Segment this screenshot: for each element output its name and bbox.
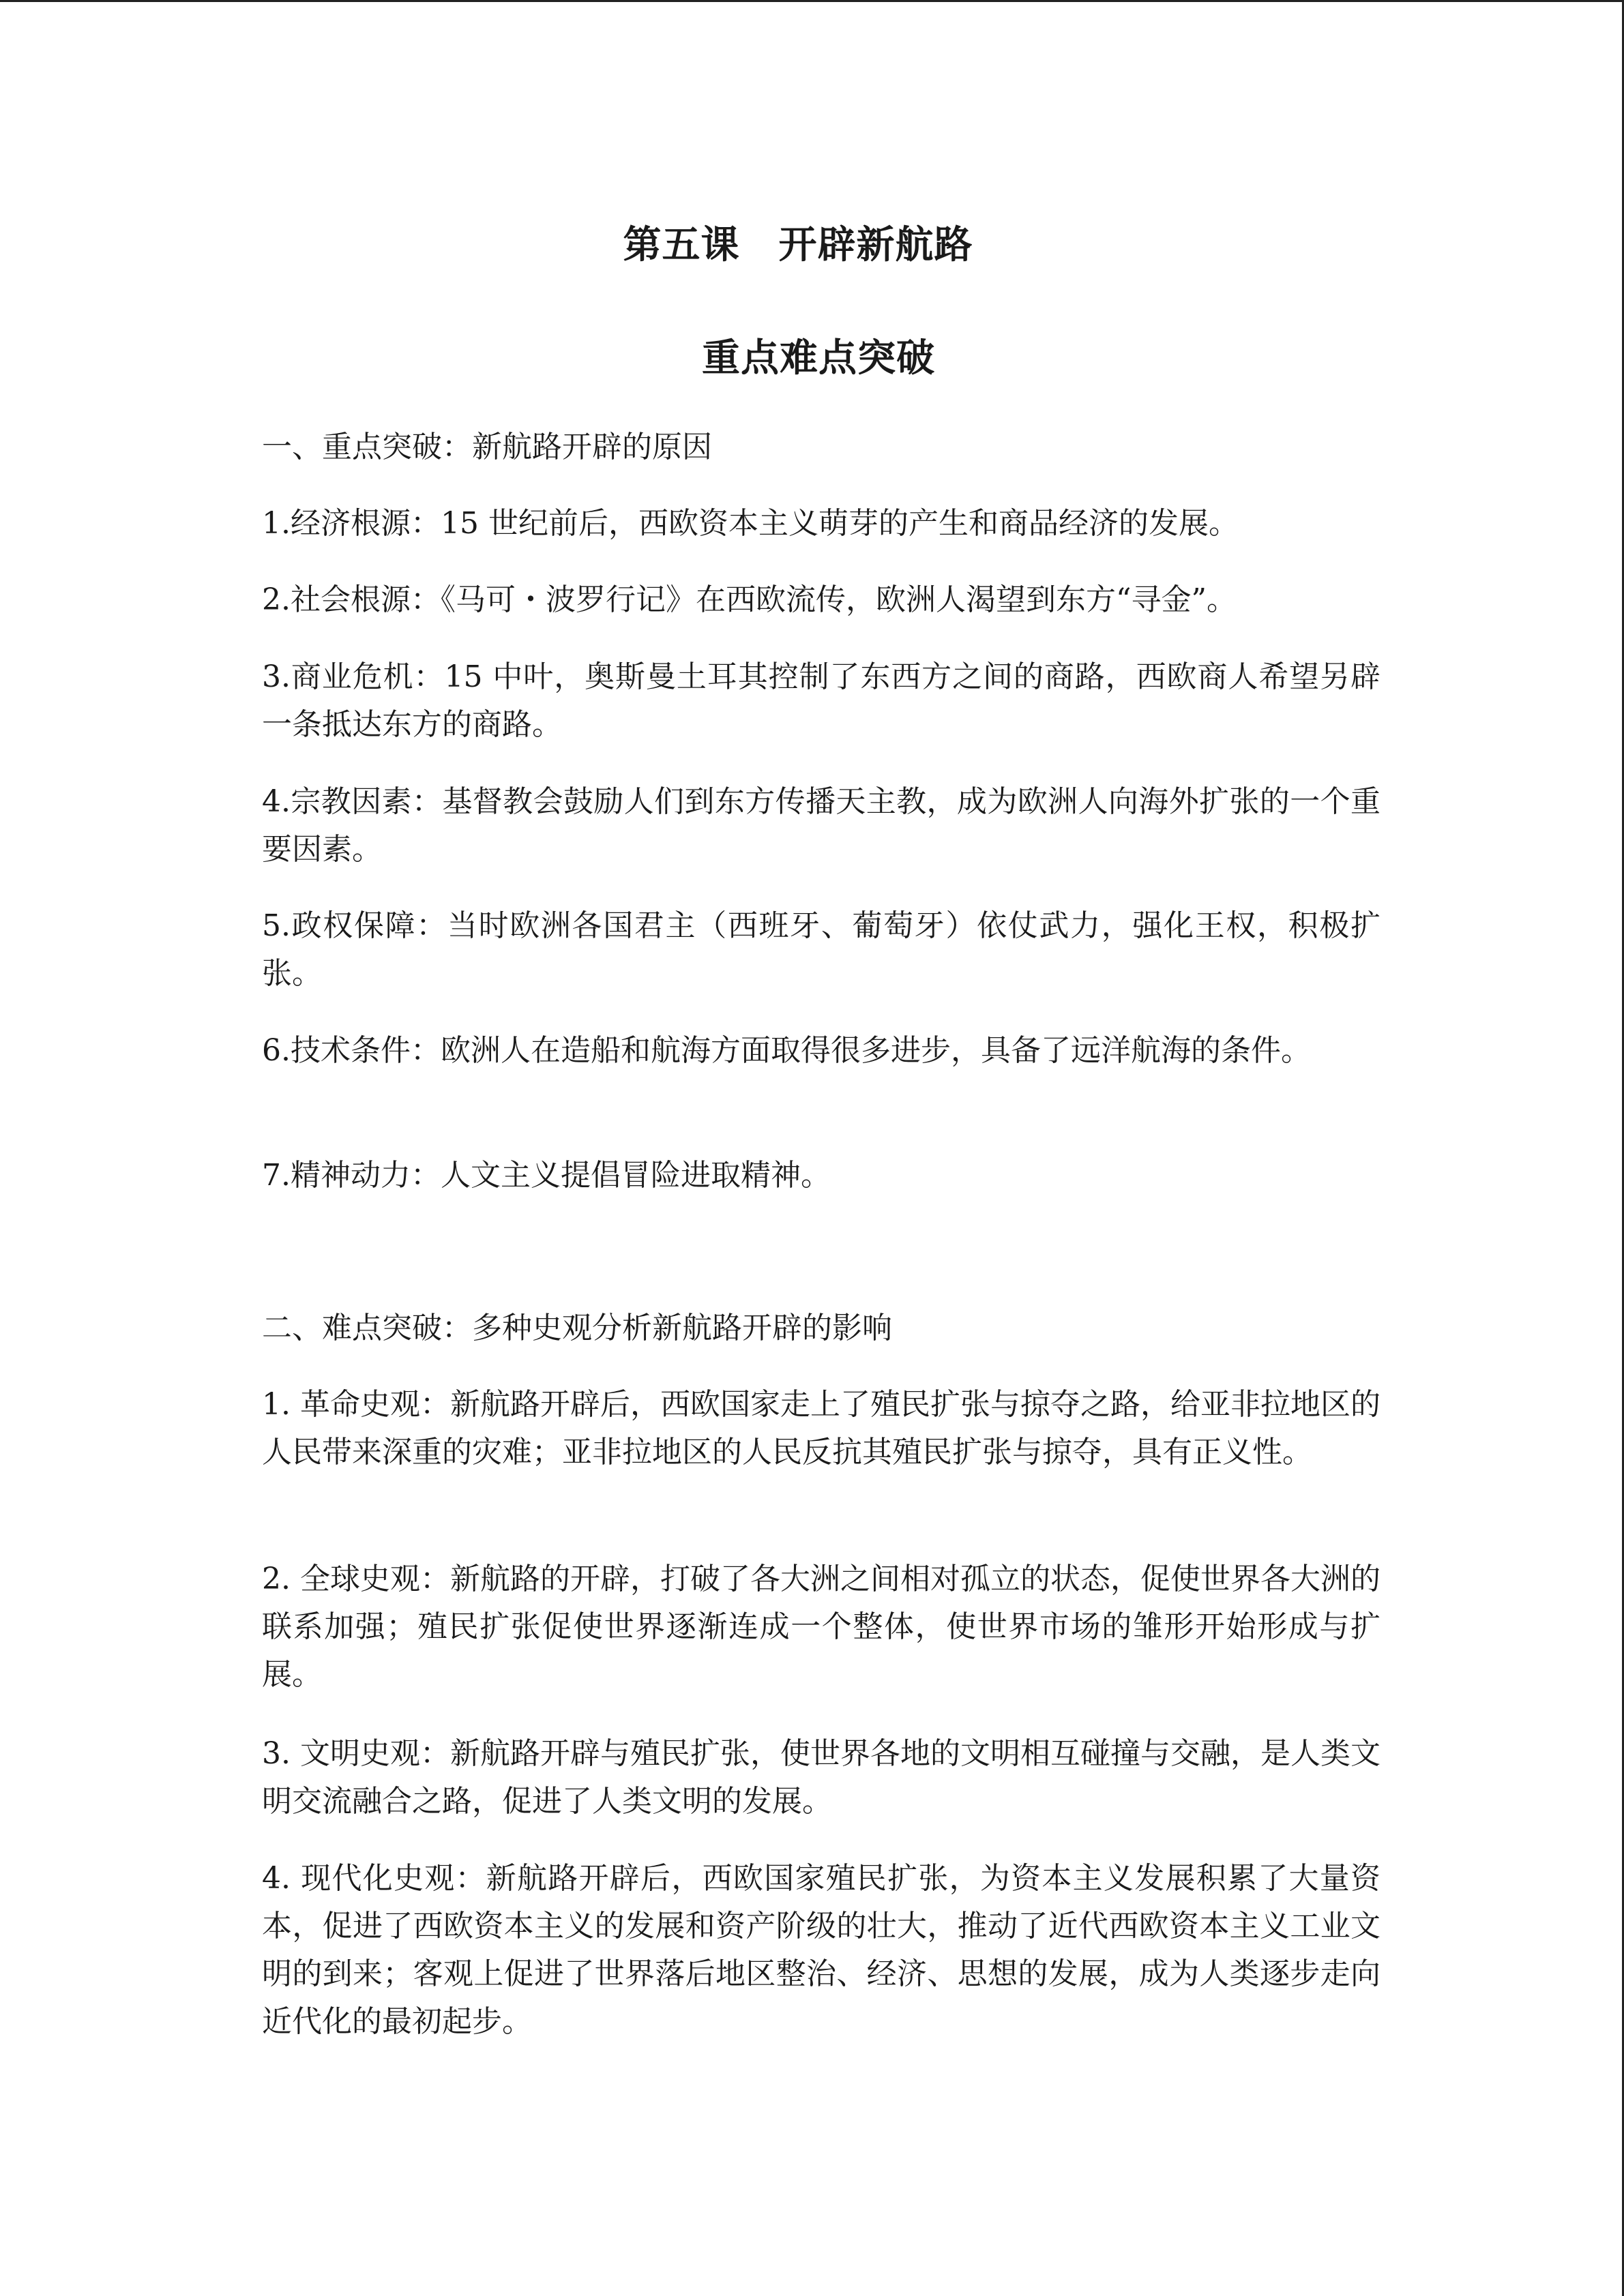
impact-item: 1. 革命史观：新航路开辟后，西欧国家走上了殖民扩张与掠夺之路，给亚非拉地区的人民带来深重的灾难；亚非拉地区的人民反抗其殖民扩张与掠夺，具有正义性。 [262, 1387, 1381, 1470]
cause-item: 3.商业危机：15 中叶，奥斯曼土耳其控制了东西方之间的商路，西欧商人希望另辟一条抵达东方的商路。 [262, 659, 1381, 742]
cause-item: 2.社会根源：《马可・波罗行记》在西欧流传，欧洲人渴望到东方“寻金”。 [262, 582, 1237, 617]
cause-item: 6.技术条件：欧洲人在造船和航海方面取得很多进步，具备了远洋航海的条件。 [262, 1033, 1311, 1068]
section-heading-causes: 一、重点突破：新航路开辟的原因 [262, 430, 712, 464]
cause-item: 4.宗教因素：基督教会鼓励人们到东方传播天主教，成为欧洲人向海外扩张的一个重要因素。 [262, 784, 1381, 867]
cause-item: 7.精神动力：人文主义提倡冒险进取精神。 [262, 1158, 831, 1193]
page-subtitle: 重点难点突破 [702, 336, 935, 381]
page-title: 第五课 开辟新航路 [623, 223, 973, 267]
cause-item: 1.经济根源：15 世纪前后，西欧资本主义萌芽的产生和商品经济的发展。 [262, 506, 1239, 541]
impact-item: 3. 文明史观：新航路开辟与殖民扩张，使世界各地的文明相互碰撞与交融，是人类文明交流融合之路，促进了人类文明的发展。 [262, 1736, 1381, 1819]
impact-item: 2. 全球史观：新航路的开辟，打破了各大洲之间相对孤立的状态，促使世界各大洲的联系加强；殖民扩张促使世界逐渐连成一个整体，使世界市场的雏形开始形成与扩展。 [262, 1562, 1381, 1692]
section-heading-impacts: 二、难点突破：多种史观分析新航路开辟的影响 [262, 1311, 892, 1345]
cause-item: 5.政权保障：当时欧洲各国君主（西班牙、葡萄牙）依仗武力，强化王权，积极扩张。 [262, 908, 1381, 991]
impact-item: 4. 现代化史观：新航路开辟后，西欧国家殖民扩张，为资本主义发展积累了大量资本，促进了西欧资本主义的发展和资产阶级的壮大，推动了近代西欧资本主义工业文明的到来；客观上促进了世界落后地区整治、经济、思想的发展，成为人类逐步走向近代化的最初起步。 [262, 1861, 1381, 2039]
